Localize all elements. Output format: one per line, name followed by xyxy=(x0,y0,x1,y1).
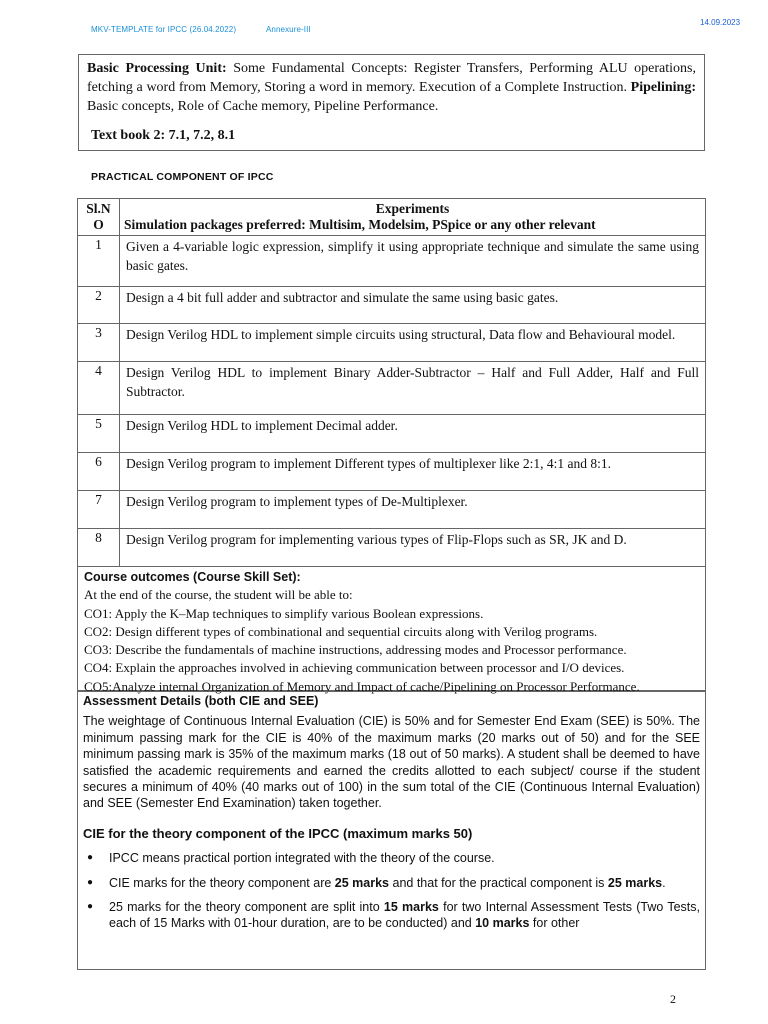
table-row xyxy=(78,415,706,453)
bullet-icon: ● xyxy=(87,852,94,864)
table-row xyxy=(78,236,706,287)
bullet-text: IPCC means practical portion integrated with the theory of the course. xyxy=(109,851,495,866)
slno-header-label: Sl.N O xyxy=(86,201,111,232)
experiments-header xyxy=(120,199,706,236)
header-date: 14.09.2023 xyxy=(700,18,741,27)
bullet-text: for other xyxy=(529,916,580,931)
slno-header xyxy=(78,199,120,236)
bullet-text: 25 marks for the theory component are split into xyxy=(109,900,384,915)
bullet-text: . xyxy=(662,875,666,890)
pipelining-text: Basic concepts, Role of Cache memory, Pipeline Performance. xyxy=(87,99,439,114)
bullet-emphasis: 25 marks xyxy=(334,875,390,890)
simulation-packages-note: Simulation packages preferred: Multisim, Modelsim, PSpice or any other relevant xyxy=(124,217,596,232)
bullet-text: for two Internal Assessment Tests (Two Tests, each of 15 Marks with 01-hour duration, are to be conducted) and xyxy=(109,900,700,931)
assessment-title: Assessment Details (both CIE and SEE) xyxy=(83,694,319,708)
cie-theory-title: CIE for the theory component of the IPCC (maximum marks 50) xyxy=(83,825,473,841)
bullet-icon: ● xyxy=(87,901,94,913)
module-description xyxy=(87,59,696,116)
course-outcome-item: CO2: Design different types of combinational and sequential circuits along with Verilog programs. xyxy=(84,623,598,639)
list-item xyxy=(83,899,700,932)
annexure-label: Annexure-III xyxy=(265,25,311,34)
experiments-header-label: Experiments xyxy=(375,201,450,216)
bullet-text: CIE marks for the theory component are xyxy=(109,875,335,890)
assessment-box xyxy=(77,691,706,970)
experiments-table-header xyxy=(78,199,706,236)
assessment-paragraph: The weightage of Continuous Internal Evaluation (CIE) is 50% and for Semester End Exam (SEE) is 50%. The minimum passing mark for the CIE is 40% of the maximum marks (20 marks out of 50) and for the SEE minimum passing mark is 35% of the maximum marks (18 out of 50 marks). A student shall be deemed to have satisfied the academic requirements and earned the credits allotted to each subject/ course if the student secures a minimum of 40% (40 marks out of 100) in the sum total of the CIE (Continuous Internal Evaluation) and SEE (Semester End Examination) taken together. xyxy=(83,714,700,811)
module-content-box xyxy=(78,54,705,151)
row-number: 3 xyxy=(78,324,120,362)
course-outcome-item: CO4: Explain the approaches involved in achieving communication between processor and I/O devices. xyxy=(84,660,625,676)
row-number: 8 xyxy=(78,529,120,567)
bpu-label: Basic Processing Unit: xyxy=(87,61,227,76)
textbook-reference: Text book 2: 7.1, 7.2, 8.1 xyxy=(91,128,236,143)
table-row xyxy=(78,324,706,362)
course-outcomes-intro: At the end of the course, the student will be able to: xyxy=(84,587,353,603)
table-row xyxy=(78,529,706,567)
bullet-emphasis: 10 marks xyxy=(475,916,530,931)
row-experiment: Design Verilog program to implement types of De-Multiplexer. xyxy=(120,491,706,529)
course-outcomes-box xyxy=(77,566,706,694)
table-row xyxy=(78,287,706,324)
table-row xyxy=(78,491,706,529)
row-number: 2 xyxy=(78,287,120,324)
row-number: 1 xyxy=(78,236,120,287)
row-number: 6 xyxy=(78,453,120,491)
row-experiment: Design Verilog program to implement Different types of multiplexer like 2:1, 4:1 and 8:1. xyxy=(120,453,706,491)
page-number: 2 xyxy=(670,992,676,1006)
header-template-line xyxy=(91,25,339,34)
template-name: MKV-TEMPLATE for IPCC (26.04.2022) xyxy=(91,25,237,34)
row-number: 7 xyxy=(78,491,120,529)
pipelining-label: Pipelining: xyxy=(630,80,696,95)
row-experiment: Design Verilog HDL to implement simple circuits using structural, Data flow and Behavioural model. xyxy=(120,324,706,362)
row-experiment: Given a 4-variable logic expression, simplify it using appropriate technique and simulate the same using basic gates. xyxy=(120,236,706,287)
experiments-table xyxy=(77,198,706,567)
course-outcome-item: CO3: Describe the fundamentals of machine instructions, addressing modes and Processor performance. xyxy=(84,642,627,658)
list-item xyxy=(83,850,700,866)
bullet-icon: ● xyxy=(87,876,94,888)
bullet-emphasis: 15 marks xyxy=(383,900,439,915)
row-experiment: Design a 4 bit full adder and subtractor and simulate the same using basic gates. xyxy=(120,287,706,324)
course-outcome-item: CO5:Analyze internal Organization of Memory and Impact of cache/Pipelining on Processor Performance. xyxy=(84,678,640,694)
row-experiment: Design Verilog HDL to implement Binary Adder-Subtractor – Half and Full Adder, Half and Full Subtractor. xyxy=(120,362,706,415)
table-row xyxy=(78,453,706,491)
row-experiment: Design Verilog HDL to implement Decimal adder. xyxy=(120,415,706,453)
bullet-text: and that for the practical component is xyxy=(389,875,608,890)
row-number: 4 xyxy=(78,362,120,415)
row-number: 5 xyxy=(78,415,120,453)
bullet-emphasis: 25 marks xyxy=(607,875,663,890)
course-outcomes-title: Course outcomes (Course Skill Set): xyxy=(84,570,301,584)
bpu-text: Some Fundamental Concepts: Register Transfers, Performing ALU operations, fetching a word from Memory, Storing a word in memory. Execution of a Complete Instruction. xyxy=(87,61,697,95)
course-outcome-item: CO1: Apply the K–Map techniques to simplify various Boolean expressions. xyxy=(84,605,484,621)
practical-component-title: PRACTICAL COMPONENT OF IPCC xyxy=(91,171,274,183)
list-item xyxy=(83,875,700,891)
row-experiment: Design Verilog program for implementing various types of Flip-Flops such as SR, JK and D. xyxy=(120,529,706,567)
cie-bullet-list xyxy=(83,850,700,932)
table-row xyxy=(78,362,706,415)
